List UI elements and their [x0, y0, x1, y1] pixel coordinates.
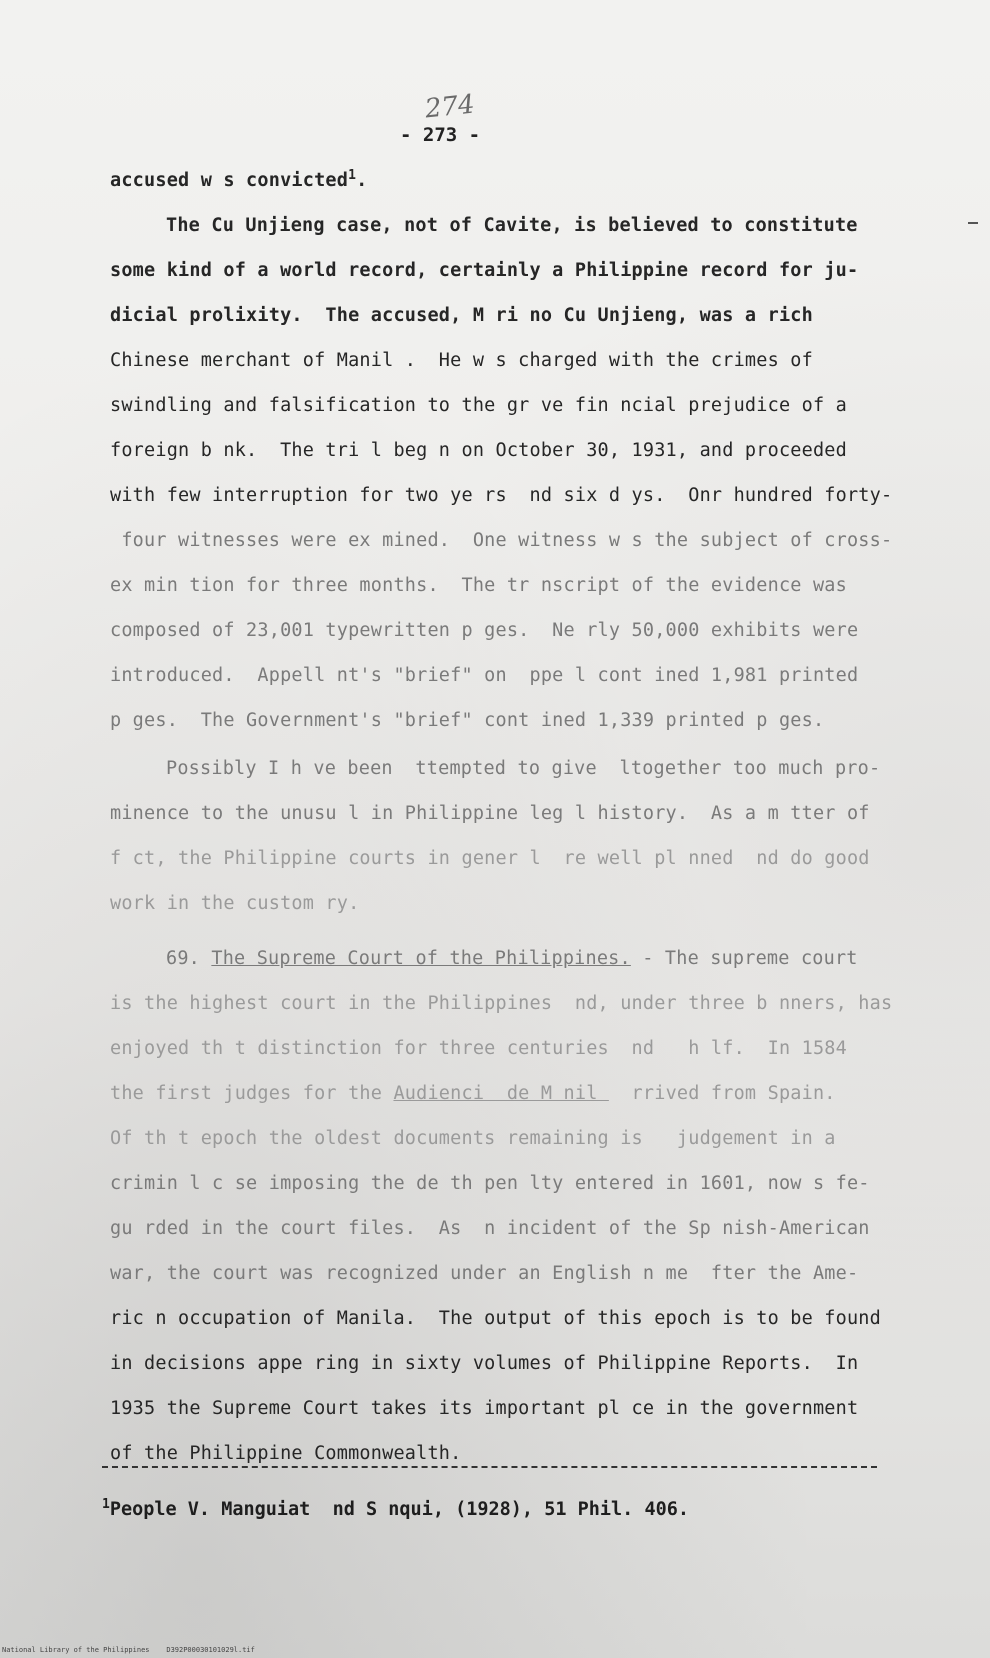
para-line: foreign b nk. The tri l beg n on October 30, 1931, and proceeded [110, 440, 847, 461]
audiencia-line [110, 1083, 836, 1104]
para-line: four witnesses were ex mined. One witness w s the subject of cross- [110, 530, 893, 551]
para-line: f ct, the Philippine courts in gener l re well pl nned nd do good [110, 848, 870, 869]
section-number: 69. [166, 948, 201, 969]
footnote-text: People V. Manguiat nd S nqui, (1928), 51 Phil. 406. [109, 1499, 690, 1521]
para-line: with few interruption for two ye rs nd six d ys. Onr hundred forty- [110, 485, 893, 506]
para-line: of the Philippine Commonwealth. [110, 1443, 462, 1464]
para-line: swindling and falsification to the gr ve fin ncial prejudice of a [110, 395, 847, 416]
para-line: p ges. The Government's "brief" cont ined 1,339 printed p ges. [110, 710, 825, 731]
para-line: some kind of a world record, certainly a Philippine record for ju- [110, 260, 859, 281]
para-line: minence to the unusu l in Philippine leg l history. As a m tter of [110, 803, 870, 824]
para-line: Possibly I h ve been ttempted to give ltogether too much pro- [166, 758, 881, 779]
para-line: work in the custom ry. [110, 893, 360, 914]
footnote-divider [102, 1466, 877, 1468]
para-line: in decisions appe ring in sixty volumes of Philippine Reports. In [110, 1353, 859, 1374]
para-line: composed of 23,001 typewritten p ges. Ne rly 50,000 exhibits were [110, 620, 859, 641]
opening-line: accused w s convicted$^1$. [110, 168, 368, 192]
para-line: war, the court was recognized under an English n me fter the Ame- [110, 1263, 859, 1284]
section-first-line: - The supreme court [630, 948, 858, 969]
para-line: gu rded in the court files. As n incident of the Sp nish-American [110, 1218, 870, 1239]
audiencia-lead: the first judges for the [110, 1083, 394, 1104]
para-line: Chinese merchant of Manil . He w s charged with the crimes of [110, 350, 813, 371]
footnote [102, 1497, 689, 1520]
section-heading: The Supreme Court of the Philippines. [211, 948, 631, 969]
para-line: is the highest court in the Philippines nd, under three b nners, has [110, 993, 893, 1014]
scan-caption: National Library of the Philippines D392P00030101029l.tif [2, 1646, 255, 1654]
para-line: ric n occupation of Manila. The output of this epoch is to be found [110, 1308, 881, 1329]
para-line: Of th t epoch the oldest documents remaining is judgement in a [110, 1128, 836, 1149]
para-line: dicial prolixity. The accused, M ri no Cu Unjieng, was a rich [110, 305, 813, 326]
para-line: crimin l c se imposing the de th pen lty entered in 1601, now s fe- [110, 1173, 870, 1194]
audiencia-name: Audienci de M nil [393, 1083, 609, 1104]
para-line: introduced. Appell nt's "brief" on ppe l cont ined 1,981 printed [110, 665, 859, 686]
section-heading-line [166, 948, 858, 969]
audiencia-rest: rrived from Spain. [608, 1083, 836, 1104]
edge-mark [968, 222, 978, 224]
para-line: ex min tion for three months. The tr nscript of the evidence was [110, 575, 847, 596]
footnote-mark: 1 [102, 1497, 110, 1512]
para-line: enjoyed th t distinction for three centuries nd h lf. In 1584 [110, 1038, 847, 1059]
opening-text: accused w s convicted [110, 170, 349, 192]
footnote-ref: 1 [348, 168, 357, 183]
para-line: The Cu Unjieng case, not of Cavite, is believed to constitute [166, 215, 858, 236]
para-line: 1935 the Supreme Court takes its important pl ce in the government [110, 1398, 859, 1419]
page-number: - 273 - [400, 124, 481, 146]
handwritten-page-number: 274 [423, 89, 477, 125]
